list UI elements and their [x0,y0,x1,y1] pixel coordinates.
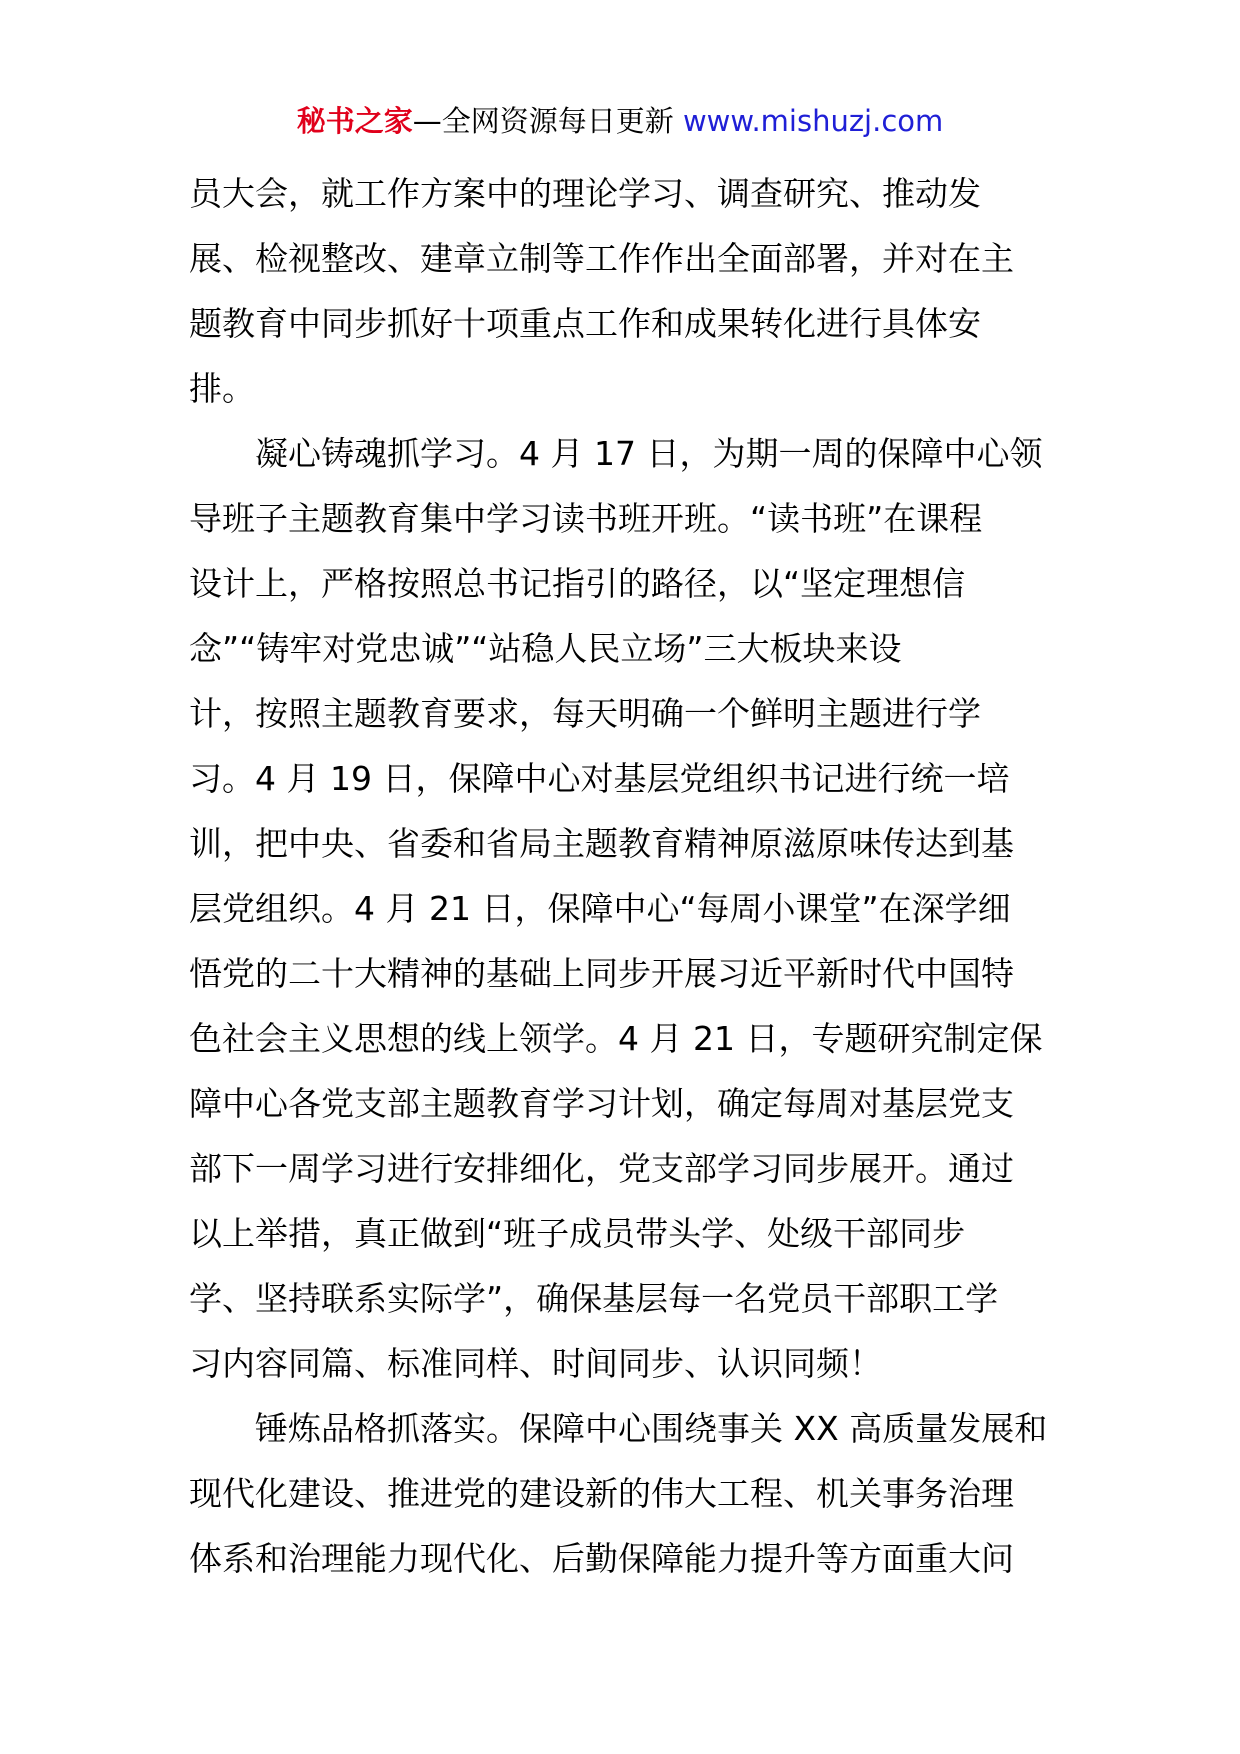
text-line: 层党组织。4 月 21 日，保障中心“每周小课堂”在深学细 [189,889,1011,928]
text-line: 色社会主义思想的线上领学。4 月 21 日，专题研究制定保 [189,1019,1043,1058]
text-line: 体系和治理能力现代化、后勤保障能力提升等方面重大问 [189,1539,1014,1578]
text-line: 以上举措，真正做到“班子成员带头学、处级干部同步 [189,1214,966,1253]
text-line: 展、检视整改、建章立制等工作作出全面部署，并对在主 [189,239,1014,278]
text-line: 员大会，就工作方案中的理论学习、调查研究、推动发 [189,174,981,213]
text-line: 计，按照主题教育要求，每天明确一个鲜明主题进行学 [189,694,981,733]
document-body [189,161,1057,1591]
paragraph-start-line: 锤炼品格抓落实。保障中心围绕事关 XX 高质量发展和 [255,1409,1048,1448]
site-url-link[interactable]: www.mishuzj.com [682,104,944,138]
site-header [0,100,1240,142]
text-line: 悟党的二十大精神的基础上同步开展习近平新时代中国特 [189,954,1014,993]
text-line: 念”“铸牢对党忠诚”“站稳人民立场”三大板块来设 [189,629,902,668]
site-brand: 秘书之家 [296,104,413,138]
text-line: 习内容同篇、标准同样、时间同步、认识同频！ [189,1344,882,1383]
text-line: 题教育中同步抓好十项重点工作和成果转化进行具体安 [189,304,981,343]
text-line: 障中心各党支部主题教育学习计划，确定每周对基层党支 [189,1084,1014,1123]
text-line: 现代化建设、推进党的建设新的伟大工程、机关事务治理 [189,1474,1014,1513]
text-line: 训，把中央、省委和省局主题教育精神原滋原味传达到基 [189,824,1014,863]
text-line: 习。4 月 19 日，保障中心对基层党组织书记进行统一培 [189,759,1010,798]
text-line: 导班子主题教育集中学习读书班开班。“读书班”在课程 [189,499,983,538]
text-line: 学、坚持联系实际学”，确保基层每一名党员干部职工学 [189,1279,999,1318]
site-tagline: —全网资源每日更新 [412,104,674,138]
text-line: 排。 [189,369,255,408]
text-line: 部下一周学习进行安排细化，党支部学习同步展开。通过 [189,1149,1014,1188]
text-line: 设计上，严格按照总书记指引的路径，以“坚定理想信 [189,564,966,603]
paragraph-start-line: 凝心铸魂抓学习。4 月 17 日，为期一周的保障中心领 [255,434,1043,473]
